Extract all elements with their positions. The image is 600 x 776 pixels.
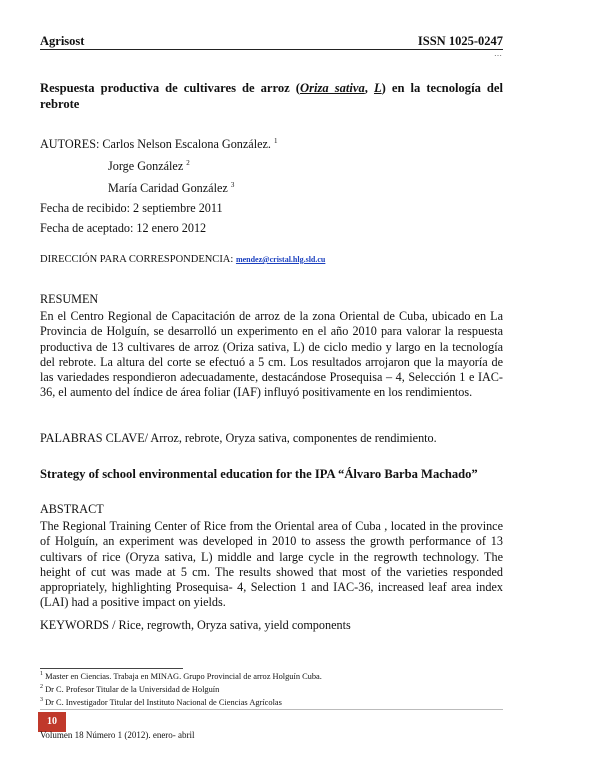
correspondence: [40, 254, 325, 265]
accepted-date: Fecha de aceptado: 12 enero 2012: [40, 221, 207, 235]
abstract-body: The Regional Training Center of Rice from the Oriental area of Cuba , located in the province of Holguín, an experiment was developed in 2010 to assess the growth performance of 13 cultivars of rice (Oryza sativa, L) middle and large cycle in the regrowth technology. The height of cut was made at 5 cm. The results showed that most of the varieties responded appropriately, highlighting Prosequisa- 4, Selection 1 and IAC-36, increased leaf area index (LAI) had a positive impact on yields.: [40, 519, 503, 610]
issn: ISSN 1025-0247: [417, 34, 503, 48]
journal-name: Agrisost: [40, 34, 85, 48]
footer-rule: [40, 709, 503, 710]
article-title: Respuesta productiva de cultivares de arroz (Oriza sativa, L) en la tecnología del rebrote: [40, 81, 503, 111]
footnote-rule: [40, 668, 183, 669]
author-line-1: AUTORES: Carlos Nelson Escalona González. $^1$: [40, 137, 278, 152]
header-dots: …: [494, 49, 502, 58]
correspondence-email-link[interactable]: mendez@cristal.hlg.sld.cu: [235, 255, 326, 264]
footnote-3: $^3$ Dr C. Investigador Titular del Instituto Nacional de Ciencias Agrícolas: [40, 697, 282, 707]
keywords: KEYWORDS / Rice, regrowth, Oryza sativa, yield components: [40, 618, 351, 632]
volume-info: Volumen 18 Número 1 (2012). enero- abril: [40, 730, 195, 740]
footnote-2: $^2$ Dr C. Profesor Titular de la Universidad de Holguín: [40, 684, 220, 694]
english-title: Strategy of school environmental education for the IPA “Álvaro Barba Machado”: [40, 467, 478, 481]
species-name: Oriza sativa: [300, 81, 365, 95]
authors-label: AUTORES:: [40, 137, 100, 152]
header-rule: [40, 49, 503, 50]
author-line-2: Jorge González $^2$: [108, 159, 190, 174]
author-line-3: María Caridad González $^3$: [108, 181, 235, 196]
received-date: Fecha de recibido: 2 septiembre 2011: [40, 201, 223, 215]
page-number: 10: [38, 712, 66, 732]
footnote-1: $^1$ Master en Ciencias. Trabaja en MINAG. Grupo Provincial de arroz Holguín Cuba.: [40, 671, 322, 681]
correspondence-label: DIRECCIÓN PARA CORRESPONDENCIA:: [40, 254, 234, 265]
abstract-heading: ABSTRACT: [40, 502, 104, 516]
resumen-heading: RESUMEN: [40, 292, 99, 306]
palabras-clave: PALABRAS CLAVE/ Arroz, rebrote, Oryza sativa, componentes de rendimiento.: [40, 431, 437, 445]
resumen-body: En el Centro Regional de Capacitación de arroz de la zona Oriental de Cuba, ubicado en La Provincia de Holguín, se desarrolló un experimento en el año 2010 para valorar la respuesta productiva de 13 cultivares de arroz (Oriza sativa, L) de ciclo medio y largo en la tecnología del rebrote. La altura del corte se efectuó a 5 cm. Los resultados arrojaron que la mayoría de las variedades respondieron adecuadamente, destacándose Prosequisa – 4, Selección 1 e IAC-36, el aumento del índice de área foliar (IAF) influyó positivamente en los rendimientos.: [40, 309, 503, 400]
